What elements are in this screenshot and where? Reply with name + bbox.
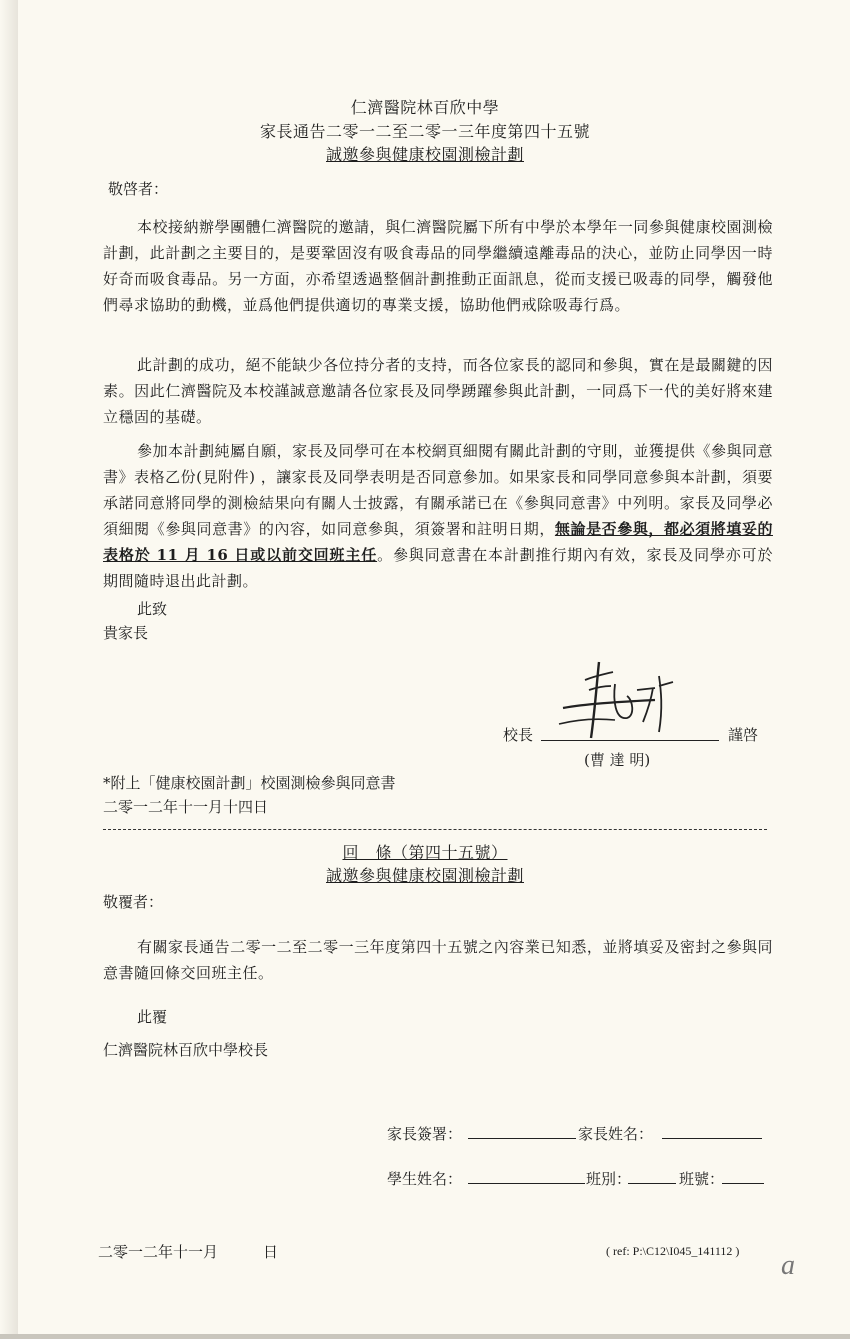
student-name-field[interactable] [468,1183,585,1184]
reply-closing: 此覆 [137,1008,168,1026]
respectfully-label: 謹啓 [728,726,759,744]
class-label: 班別： [586,1170,632,1188]
paragraph-3-text-b: 。參與同意書在本計劃推行期內有效，家長及同學亦可於期間隨時退出此計劃。 [103,546,773,590]
reply-subject-text: 誠邀參與健康校園測檢計劃 [325,866,524,885]
student-name-label: 學生姓名： [387,1170,463,1188]
attachment-note: *附上「健康校園計劃」校園測檢參與同意書 [103,774,396,792]
paragraph-3 [103,438,773,594]
signature-line [541,740,719,741]
paragraph-1: 本校接納辦學團體仁濟醫院的邀請，與仁濟醫院屬下所有中學於本學年一同參與健康校園測檢計劃，此計劃之主要目的，是要鞏固沒有吸食毒品的同學繼續遠離毒品的決心，並防止同學因一時好奇而吸食毒品。另一方面，亦希望透過整個計劃推動正面訊息，從而支援已吸毒的同學，觸發他們尋求協助的動機，並爲他們提供適切的專業支援，協助他們戒除吸毒行爲。 [103,218,773,314]
notice-date: 二零一二年十一月十四日 [103,798,269,816]
paragraph-3-text-a: 參加本計劃純屬自願，家長及同學可在本校網頁細閱有關此計劃的守則，並獲提供《參與同意書》表格乙份(見附件) ，讓家長及同學表明是否同意參加。如果家長和同學同意參與本計劃，須要承諾同意將同學的測檢結果向有關人士披露，有關承諾已在《參與同意書》中列明。家長及同學必須細閱《參與同意書》的內容，如同意參與，須簽署和註明日期， [103,442,773,538]
reference-code: ( ref: P:\C12\I045_141112 ) [606,1244,740,1258]
reply-salutation: 敬覆者： [103,893,164,911]
tear-off-line [103,829,767,830]
salutation: 敬啓者： [108,180,169,198]
class-number-label: 班號： [679,1170,725,1188]
parent-name-field[interactable] [662,1138,762,1139]
class-field[interactable] [628,1183,676,1184]
principal-name: (曹 達 明) [584,751,651,769]
reply-subject [0,863,850,886]
closing-parents: 貴家長 [103,624,149,642]
page-bottom-edge [0,1334,850,1339]
principal-label: 校長 [503,726,534,744]
notice-subject-text: 誠邀參與健康校園測檢計劃 [325,145,524,164]
handwritten-page-mark: a [781,1250,795,1281]
school-name: 仁濟醫院林百欣中學 [350,98,500,117]
parent-name-label: 家長姓名： [578,1125,654,1143]
reply-title [0,840,850,863]
reply-date: 二零一二年十一月 日 [98,1243,279,1261]
reply-title-text: 回 條（第四十五號） [342,843,508,862]
principal-signature-icon [555,650,685,745]
class-number-field[interactable] [722,1183,764,1184]
parent-signature-label: 家長簽署： [387,1125,463,1143]
deadline-notice: 無論是否參與，都必須將填妥的表格於 11 月 16 日或以前交回班主任 [103,520,773,564]
parent-signature-field[interactable] [468,1138,576,1139]
notice-number: 家長通告二零一二至二零一三年度第四十五號 [259,122,590,141]
page-edge-shadow [0,0,18,1339]
paragraph-2: 此計劃的成功，絕不能缺少各位持分者的支持，而各位家長的認同和參與，實在是最關鍵的因素。因此仁濟醫院及本校謹誠意邀請各位家長及同學踴躍參與此計劃，一同爲下一代的美好將來建立穩固的基礎。 [103,356,773,426]
closing-cizhi: 此致 [137,600,168,618]
notice-subject [0,142,850,165]
reply-body: 有關家長通告二零一二至二零一三年度第四十五號之內容業已知悉，並將填妥及密封之參與同意書隨回條交回班主任。 [103,938,773,982]
reply-addressee: 仁濟醫院林百欣中學校長 [103,1041,269,1059]
